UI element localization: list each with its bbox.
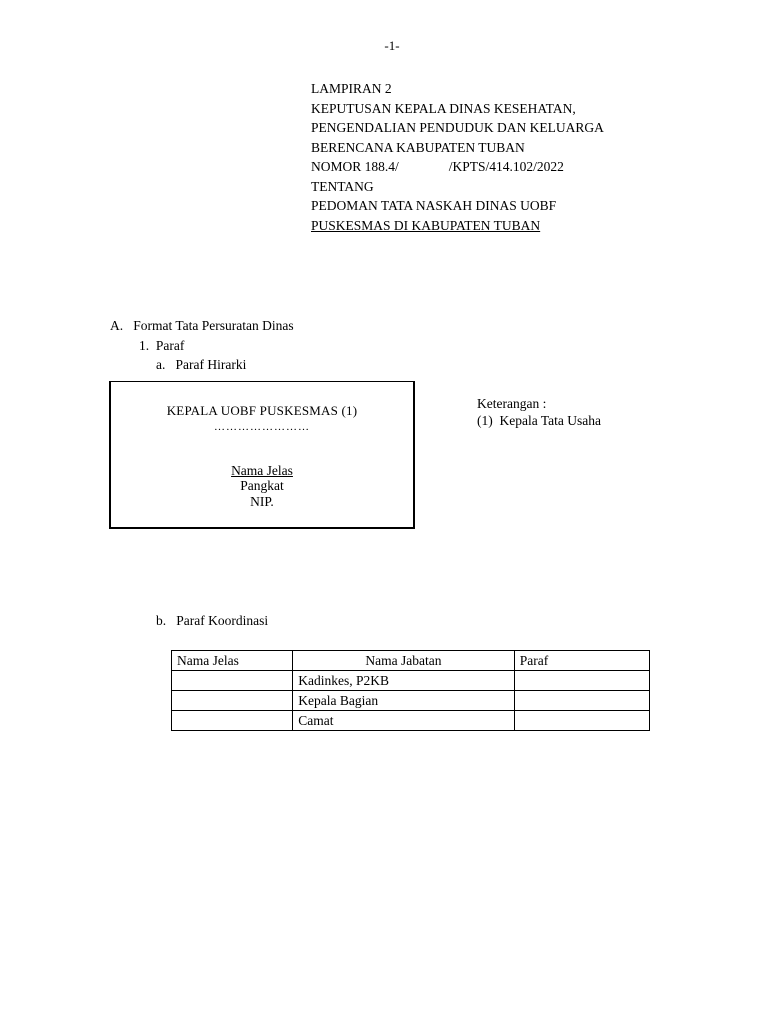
table-cell	[172, 711, 293, 731]
header-word: KELUARGA	[529, 120, 604, 135]
section-a-sub-heading: a. Paraf Hirarki	[156, 357, 247, 372]
header-word: KESEHATAN,	[493, 100, 576, 116]
signature-title: KEPALA UOBF PUSKESMAS (1)	[166, 403, 358, 418]
page-number: -1-	[384, 38, 400, 53]
table-cell: Camat	[293, 711, 514, 731]
keterangan-label: Keterangan :	[477, 396, 547, 411]
signature-nip: NIP.	[250, 494, 274, 509]
keterangan-item: (1) Kepala Tata Usaha	[477, 413, 601, 428]
table-header-cell: Paraf	[514, 651, 649, 671]
header-pedoman	[311, 196, 677, 216]
header-puskesmas: PUSKESMAS DI KABUPATEN TUBAN	[311, 217, 541, 233]
header-pengendalian	[311, 118, 677, 138]
table-cell: Kadinkes, P2KB	[293, 671, 514, 691]
header-nomor	[311, 157, 677, 177]
header-berencana: BERENCANA KABUPATEN TUBAN	[311, 139, 525, 155]
header-tentang: TENTANG	[311, 178, 374, 194]
header-word: PENDUDUK	[419, 120, 494, 135]
header-lampiran: LAMPIRAN 2	[311, 81, 392, 96]
table-header-row	[172, 651, 650, 671]
header-word: KEPALA	[394, 100, 446, 116]
table-cell	[172, 671, 293, 691]
header-keputusan	[311, 99, 677, 119]
header-word: NASKAH	[415, 198, 473, 213]
header-word: PEDOMAN	[311, 198, 378, 213]
table-header-cell: Nama Jabatan	[293, 651, 514, 671]
table-header-cell: Nama Jelas	[172, 651, 293, 671]
table-cell	[514, 691, 649, 711]
table-row	[172, 671, 650, 691]
signature-dots: ……………………	[214, 421, 310, 433]
header-word: KEPUTUSAN	[311, 100, 392, 116]
header-word: DINAS	[475, 198, 517, 213]
keterangan-note	[477, 395, 601, 429]
section-b-heading: b. Paraf Koordinasi	[156, 613, 269, 628]
paraf-koordinasi-table	[171, 650, 650, 731]
document-header	[311, 79, 677, 235]
header-word: UOBF	[520, 198, 557, 213]
section-a-heading: A. Format Tata Persuratan Dinas	[110, 318, 294, 333]
section-1-heading: 1. Paraf	[139, 338, 185, 353]
signature-name: Nama Jelas	[231, 463, 293, 478]
table-cell	[514, 711, 649, 731]
header-nomor-suffix: /KPTS/414.102/2022	[448, 159, 564, 174]
table-cell	[514, 671, 649, 691]
signature-box	[109, 381, 415, 529]
table-row	[172, 691, 650, 711]
header-word: PENGENDALIAN	[311, 120, 416, 135]
table-cell: Kepala Bagian	[293, 691, 514, 711]
header-word: DINAS	[449, 100, 491, 116]
table-row	[172, 711, 650, 731]
header-word: DAN	[497, 120, 527, 135]
signature-rank: Pangkat	[240, 478, 284, 493]
header-word: TATA	[380, 198, 413, 213]
table-cell	[172, 691, 293, 711]
header-nomor-prefix: NOMOR 188.4/	[311, 159, 399, 174]
